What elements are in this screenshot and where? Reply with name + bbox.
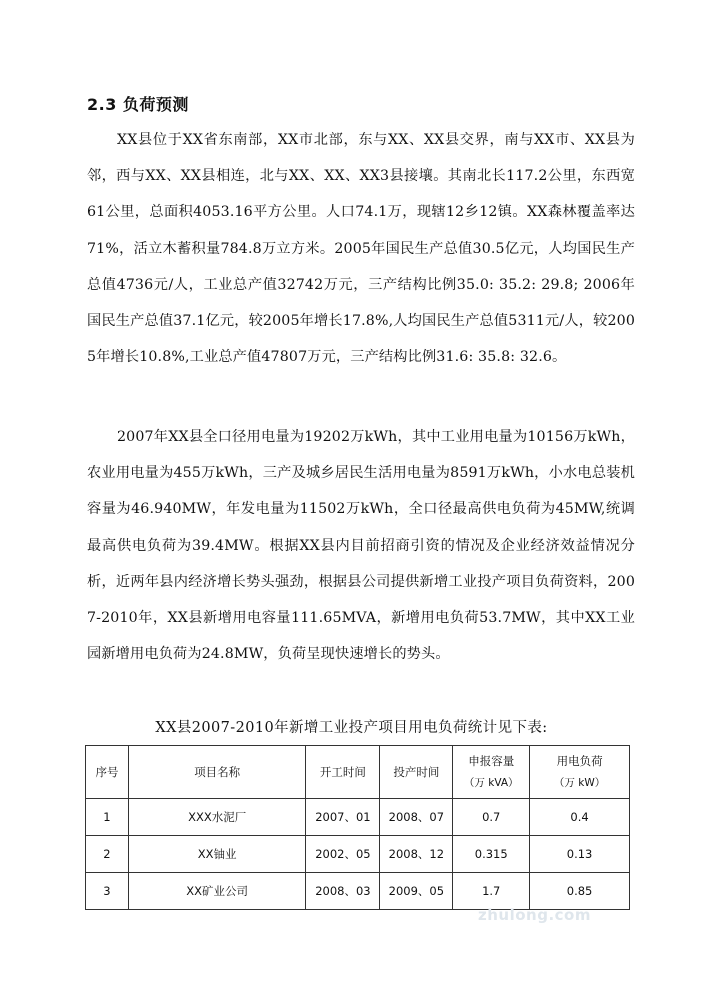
header-no: 序号 [86,746,129,799]
cell-start-time: 2002、05 [306,836,380,873]
cell-start-time: 2007、01 [306,799,380,836]
cell-project-name: XX矿业公司 [128,873,306,910]
paragraph-county-overview: XX县位于XX省东南部，XX市北部，东与XX、XX县交界，南与XX市、XX县为邻，西与XX、XX县相连，北与XX、XX、XX3县接壤。其南北长117.2公里，东西宽61公里，总面积4053.16平方公里。人口74.1万，现辖12乡12镇。XX森林覆盖率达71%，活立木蓄积量784.8万立方米。2005年国民生产总值30.5亿元，人均国民生产总值4736元/人，工业总产值32742万元，三产结构比例35.0: 35.2: 29.8; 2006年国民生产总值37.1亿元，较2005年增长17.8%,人均国民生产总值5311元/人，较2005年增长10.8%,工业总产值47807万元，三产结构比例31.6: 35.8: 32.6。 [87,132,635,366]
cell-project-name: XXX水泥厂 [128,799,306,836]
cell-declared-capacity: 0.7 [453,799,530,836]
table-row [86,836,630,873]
cell-power-load: 0.85 [530,873,630,910]
cell-power-load: 0.13 [530,836,630,873]
cell-declared-capacity: 1.7 [453,873,530,910]
header-declared-capacity: 申报容量 （万 kVA） [453,746,530,799]
cell-project-name: XX铀业 [128,836,306,873]
project-load-table [85,745,630,910]
cell-operation-time: 2009、05 [380,873,453,910]
header-start-time: 开工时间 [306,746,380,799]
table-row [86,799,630,836]
cell-operation-time: 2008、07 [380,799,453,836]
cell-declared-capacity: 0.315 [453,836,530,873]
header-project-name: 项目名称 [128,746,306,799]
header-operation-time: 投产时间 [380,746,453,799]
table-row [86,873,630,910]
table-caption: XX县2007-2010年新增工业投产项目用电负荷统计见下表: [155,720,548,736]
cell-operation-time: 2008、12 [380,836,453,873]
section-heading: 2.3 负荷预测 [87,95,189,114]
cell-start-time: 2008、03 [306,873,380,910]
cell-no: 2 [86,836,129,873]
watermark-logo: zhulong.com [478,906,591,924]
paragraph-electricity-usage: 2007年XX县全口径用电量为19202万kWh，其中工业用电量为10156万kWh，农业用电量为455万kWh，三产及城乡居民生活用电量为8591万kWh，小水电总装机容量为46.940MW，年发电量为11502万kWh，全口径最高供电负荷为45MW,统调最高供电负荷为39.4MW。根据XX县内目前招商引资的情况及企业经济效益情况分析，近两年县内经济增长势头强劲，根据县公司提供新增工业投产项目负荷资料，2007-2010年，XX县新增用电容量111.65MVA，新增用电负荷53.7MW，其中XX工业园新增用电负荷为24.8MW，负荷呈现快速增长的势头。 [87,429,635,663]
cell-no: 1 [86,799,129,836]
cell-no: 3 [86,873,129,910]
header-power-load: 用电负荷 （万 kW） [530,746,630,799]
table-header-row [86,746,630,799]
cell-power-load: 0.4 [530,799,630,836]
